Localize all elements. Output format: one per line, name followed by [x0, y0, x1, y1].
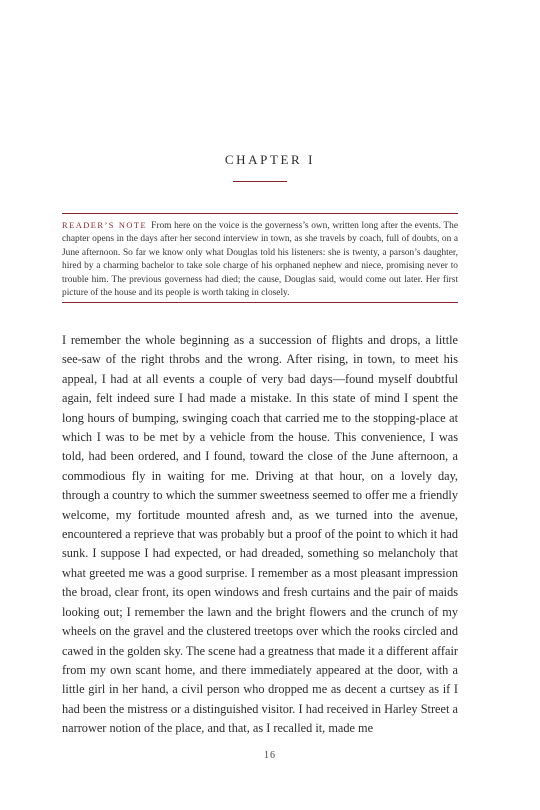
readers-note-label: READER’S NOTE [62, 221, 148, 230]
chapter-heading: CHAPTER I [224, 152, 316, 167]
body-paragraph: I remember the whole beginning as a succession of flights and drops, a little see-saw of the right throbs and the wrong. After rising, in town, to meet his appeal, I had at all events a couple of very bad days—found myself doubtful again, felt indeed sure I had made a mistake. In this state of mind I spent the long hours of bumping, swinging coach that carried me to the stopping-place at which I was to be met by a vehicle from the house. This convenience, I was told, had been ordered, and I found, toward the close of the June afternoon, a commodious fly in waiting for me. Driving at that hour, on a lovely day, through a country to which the summer sweetness seemed to offer me a friendly welcome, my fortitude mounted afresh and, as we turned into the avenue, encountered a reprieve that was probably but a proof of the point to which it had sunk. I suppose I had expected, or had dreaded, something so melancholy that what greeted me was a good surprise. I remember as a most pleasant impression the broad, clear front, its open windows and fresh curtains and the pair of maids looking out; I remember the lawn and the bright flowers and the crunch of my wheels on the gravel and the clustered treetops over which the rooks circled and cawed in the golden sky. The scene had a greatness that made it a different affair from my own scant home, and there immediately appeared at the door, with a little girl in her hand, a civil person who dropped me as decent a curtsey as if I had been the mistress or a distinguished visitor. I had received in Harley Street a narrower notion of the place, and that, as I recalled it, made me [62, 333, 458, 736]
chapter-heading-rule [233, 181, 287, 182]
page-number: 16 [264, 750, 276, 761]
readers-note-text: From here on the voice is the governess’s own, written long after the events. The chapter opens in the days after her second interview in town, as she travels by coach, full of doubts, on a June afternoon. So far we know only what Douglas told his listeners: she is twenty, a parson’s daughter, hired by a charming bachelor to take sole charge of his orphaned nephew and niece, promising never to trouble him. The previous governess had died; the cause, Douglas said, would come out later. Her first picture of the house and its people is worth taking in closely. [62, 221, 458, 299]
body-text [62, 331, 458, 739]
readers-note-box [62, 213, 458, 303]
